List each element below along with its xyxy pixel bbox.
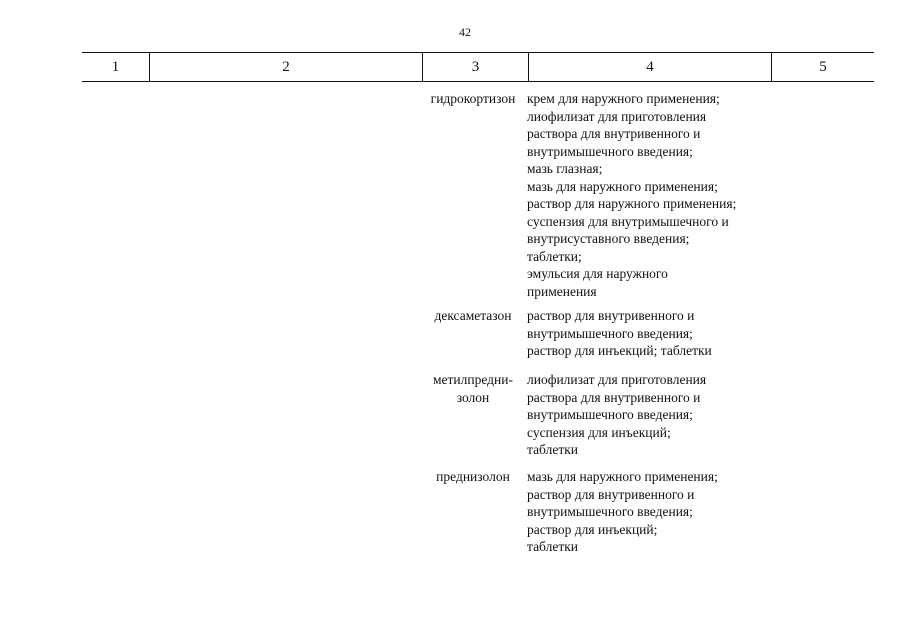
column-header-1: 1 — [111, 58, 120, 75]
column-header-2: 2 — [149, 53, 422, 81]
dosage-forms: крем для наружного применения; лиофилизат для приготовления раствора для внутривенного и внутримышечного введения; мазь глазная; мазь для наружного применения; раствор для наружного применения; суспензия для внутримышечного и внутрисуставного введения; таблетки; эмульсия для наружного применения — [527, 91, 737, 299]
column-header-3: 3 — [422, 53, 528, 81]
column-header-5: 5 — [771, 53, 874, 81]
drug-name: дексаметазон — [434, 308, 512, 323]
drug-name: гидрокортизон — [430, 91, 516, 106]
drug-name: метилпредни- золон — [433, 372, 513, 405]
dosage-forms: раствор для внутривенного и внутримышечного введения; раствор для инъекций; таблетки — [527, 308, 712, 358]
drug-name: преднизолон — [436, 469, 510, 484]
dosage-forms: мазь для наружного применения; раствор для внутривенного и внутримышечного введения; раствор для инъекций; таблетки — [527, 469, 718, 554]
column-header-4: 4 — [528, 53, 771, 81]
page-number: 42 — [459, 25, 471, 39]
dosage-forms: лиофилизат для приготовления раствора для внутривенного и внутримышечного введения; суспензия для инъекций; таблетки — [527, 372, 707, 457]
